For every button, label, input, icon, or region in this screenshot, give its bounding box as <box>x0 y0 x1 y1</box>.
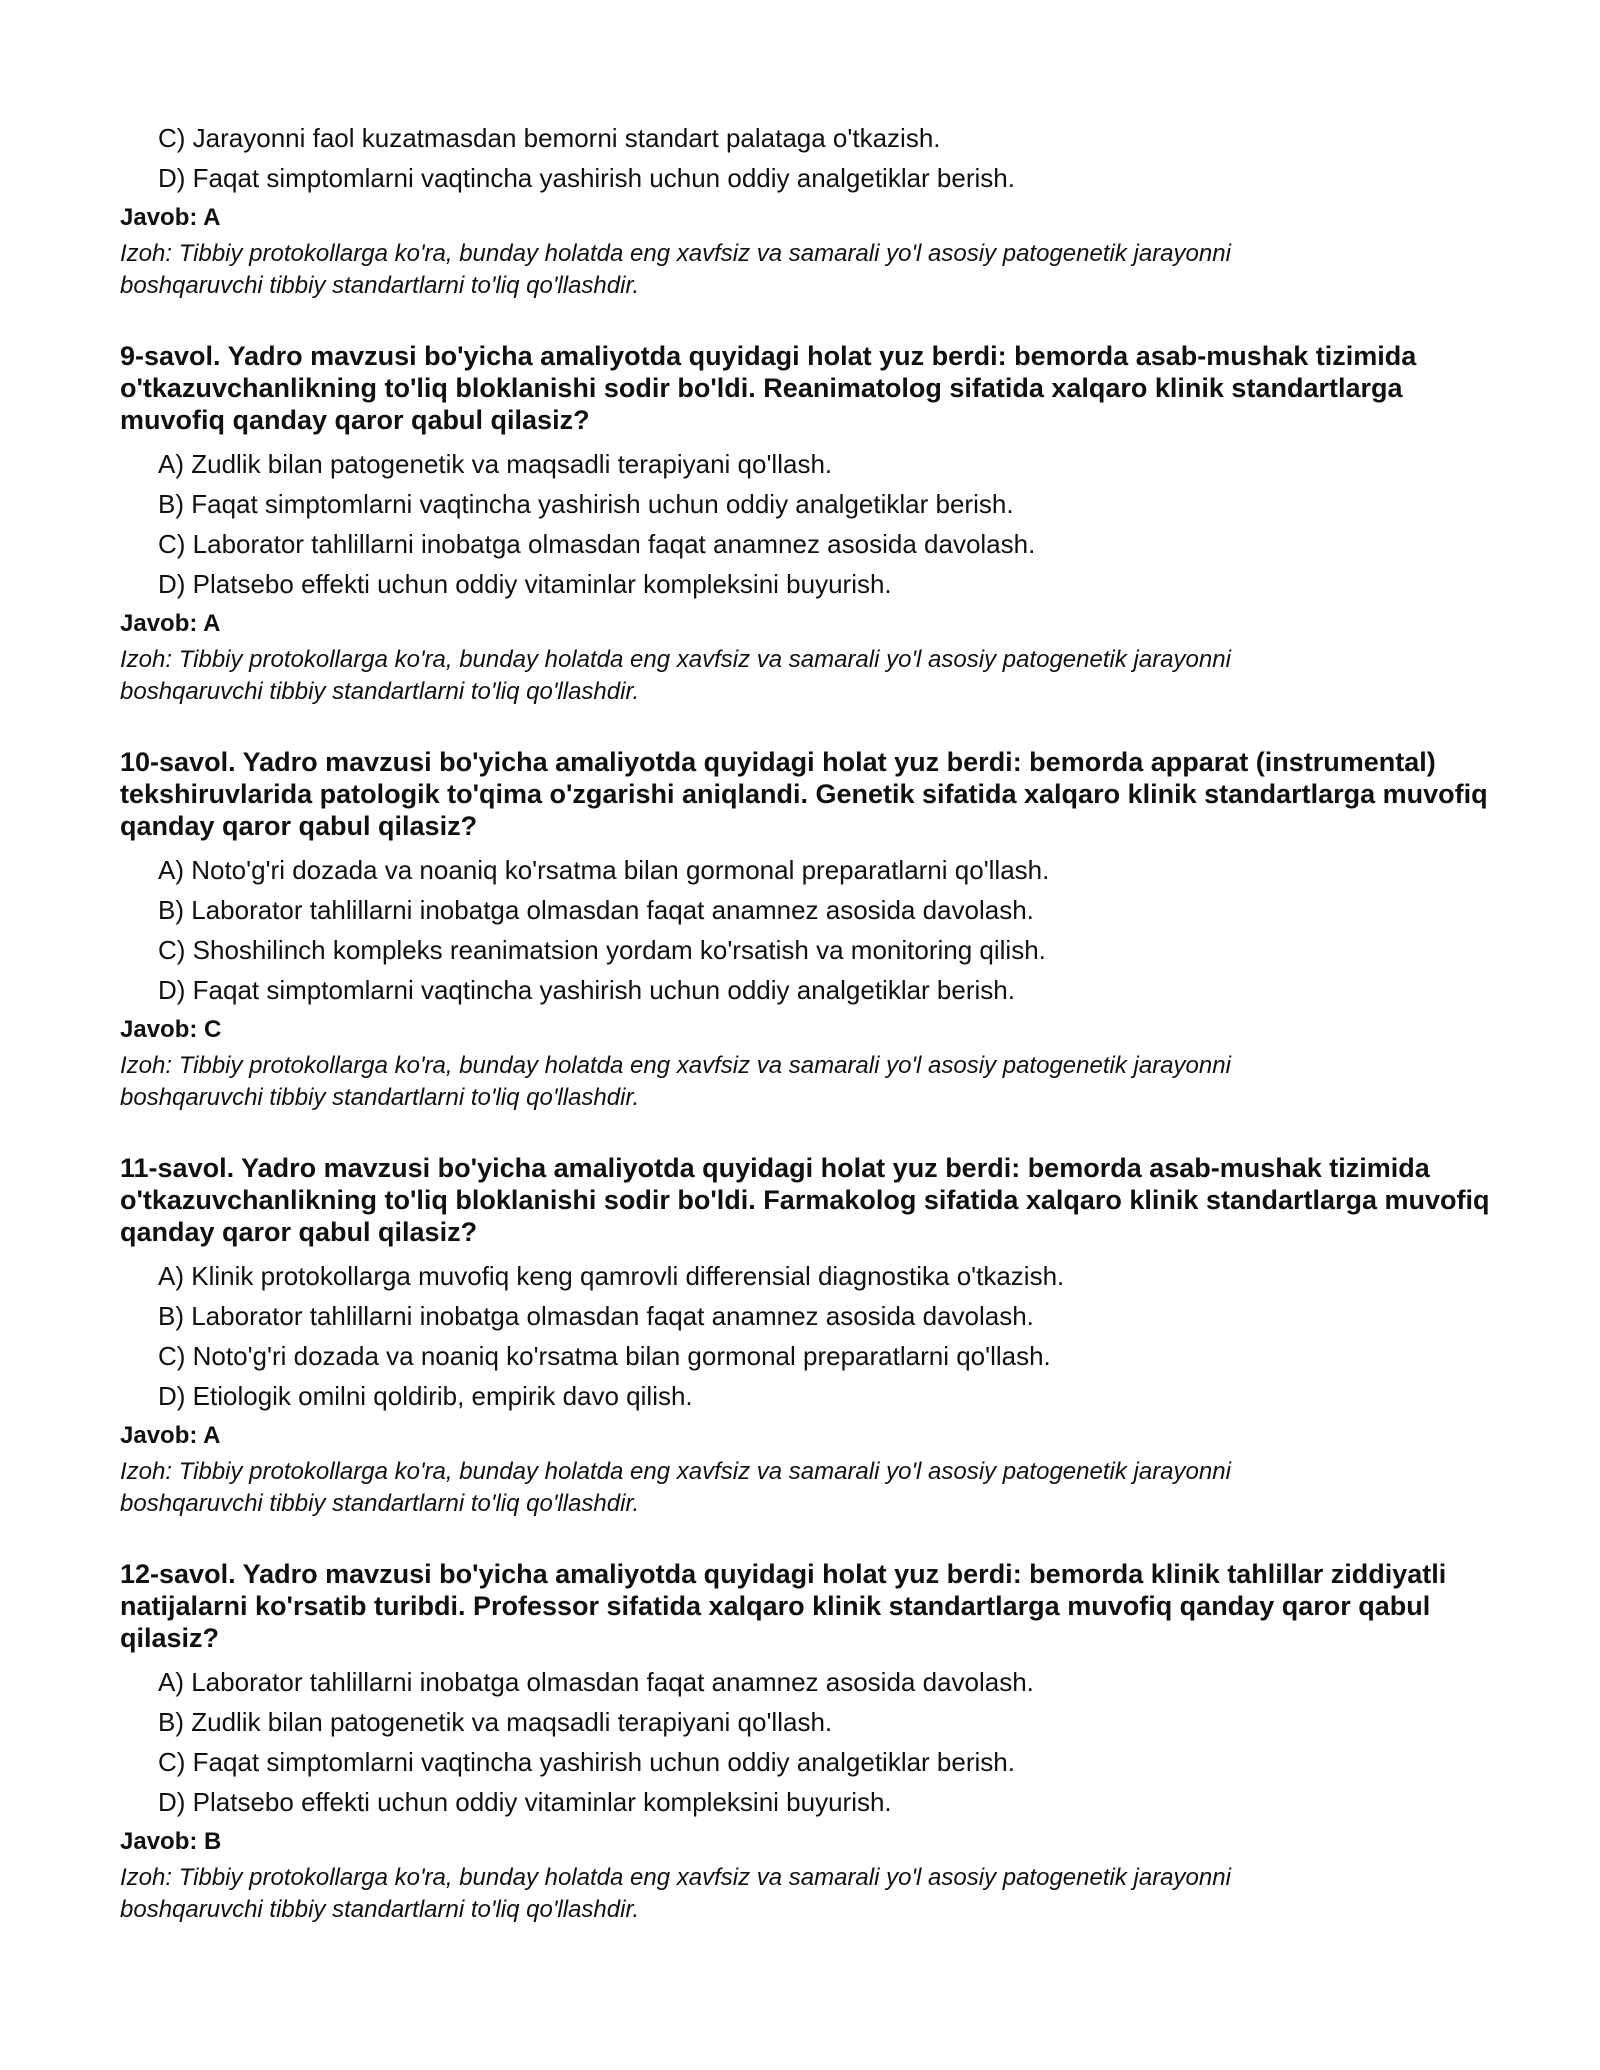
question-8-continued <box>120 118 1500 302</box>
option-a: A) Klinik protokollarga muvofiq keng qamrovli differensial diagnostika o'tkazish. <box>158 1261 1065 1291</box>
answer-label: Javob: A <box>120 1422 221 1449</box>
explanation-note: Izoh: Tibbiy protokollarga ko'ra, bunday holatda eng xavfsiz va samarali yo'l asosiy patogenetik jarayonni boshqaruvchi tibbiy standartlarni to'liq qo'llashdir. <box>120 1458 1231 1517</box>
answer-label: Javob: C <box>120 1016 222 1043</box>
option-c: C) Jarayonni faol kuzatmasdan bemorni standart palataga o'tkazish. <box>158 123 941 153</box>
option-b: B) Laborator tahlillarni inobatga olmasdan faqat anamnez asosida davolash. <box>158 895 1034 925</box>
option-b: B) Faqat simptomlarni vaqtincha yashirish uchun oddiy analgetiklar berish. <box>158 489 1014 519</box>
answer-label: Javob: A <box>120 610 221 637</box>
option-c: C) Noto'g'ri dozada va noaniq ko'rsatma bilan gormonal preparatlarni qo'llash. <box>158 1341 1051 1371</box>
answer-label: Javob: A <box>120 204 221 231</box>
option-c: C) Faqat simptomlarni vaqtincha yashirish uchun oddiy analgetiklar berish. <box>158 1747 1015 1777</box>
explanation-note: Izoh: Tibbiy protokollarga ko'ra, bunday holatda eng xavfsiz va samarali yo'l asosiy patogenetik jarayonni boshqaruvchi tibbiy standartlarni to'liq qo'llashdir. <box>120 240 1231 299</box>
question-11 <box>120 1152 1500 1520</box>
option-c: C) Laborator tahlillarni inobatga olmasdan faqat anamnez asosida davolash. <box>158 529 1036 559</box>
question-title: 10-savol. Yadro mavzusi bo'yicha amaliyotda quyidagi holat yuz berdi: bemorda apparat (instrumental) tekshiruvlarida patologik to'qima o'zgarishi aniqlandi. Genetik sifatida xalqaro klinik standartlarga muvofiq qanday qaror qabul qilasiz? <box>120 747 1488 841</box>
option-d: D) Etiologik omilni qoldirib, empirik davo qilish. <box>158 1381 693 1411</box>
option-c: C) Shoshilinch kompleks reanimatsion yordam ko'rsatish va monitoring qilish. <box>158 935 1046 965</box>
answer-label: Javob: B <box>120 1828 222 1855</box>
option-a: A) Laborator tahlillarni inobatga olmasdan faqat anamnez asosida davolash. <box>158 1667 1034 1697</box>
explanation-note: Izoh: Tibbiy protokollarga ko'ra, bunday holatda eng xavfsiz va samarali yo'l asosiy patogenetik jarayonni boshqaruvchi tibbiy standartlarni to'liq qo'llashdir. <box>120 646 1231 705</box>
option-d: D) Faqat simptomlarni vaqtincha yashirish uchun oddiy analgetiklar berish. <box>158 975 1015 1005</box>
option-d: D) Platsebo effekti uchun oddiy vitaminlar kompleksini buyurish. <box>158 569 892 599</box>
question-10 <box>120 746 1500 1114</box>
question-title: 11-savol. Yadro mavzusi bo'yicha amaliyotda quyidagi holat yuz berdi: bemorda asab-mushak tizimida o'tkazuvchanlikning to'liq bloklanishi sodir bo'ldi. Farmakolog sifatida xalqaro klinik standartlarga muvofiq qanday qaror qabul qilasiz? <box>120 1153 1490 1247</box>
option-d: D) Faqat simptomlarni vaqtincha yashirish uchun oddiy analgetiklar berish. <box>158 163 1015 193</box>
explanation-note: Izoh: Tibbiy protokollarga ko'ra, bunday holatda eng xavfsiz va samarali yo'l asosiy patogenetik jarayonni boshqaruvchi tibbiy standartlarni to'liq qo'llashdir. <box>120 1864 1231 1923</box>
question-12 <box>120 1558 1500 1926</box>
option-a: A) Noto'g'ri dozada va noaniq ko'rsatma bilan gormonal preparatlarni qo'llash. <box>158 855 1050 885</box>
option-a: A) Zudlik bilan patogenetik va maqsadli terapiyani qo'llash. <box>158 449 833 479</box>
option-b: B) Zudlik bilan patogenetik va maqsadli terapiyani qo'llash. <box>158 1707 833 1737</box>
option-d: D) Platsebo effekti uchun oddiy vitaminlar kompleksini buyurish. <box>158 1787 892 1817</box>
option-b: B) Laborator tahlillarni inobatga olmasdan faqat anamnez asosida davolash. <box>158 1301 1034 1331</box>
question-9 <box>120 340 1500 708</box>
question-title: 9-savol. Yadro mavzusi bo'yicha amaliyotda quyidagi holat yuz berdi: bemorda asab-mushak tizimida o'tkazuvchanlikning to'liq bloklanishi sodir bo'ldi. Reanimatolog sifatida xalqaro klinik standartlarga muvofiq qanday qaror qabul qilasiz? <box>120 341 1417 435</box>
question-title: 12-savol. Yadro mavzusi bo'yicha amaliyotda quyidagi holat yuz berdi: bemorda klinik tahlillar ziddiyatli natijalarni ko'rsatib turibdi. Professor sifatida xalqaro klinik standartlarga muvofiq qanday qaror qabul qilasiz? <box>120 1559 1447 1653</box>
explanation-note: Izoh: Tibbiy protokollarga ko'ra, bunday holatda eng xavfsiz va samarali yo'l asosiy patogenetik jarayonni boshqaruvchi tibbiy standartlarni to'liq qo'llashdir. <box>120 1052 1231 1111</box>
